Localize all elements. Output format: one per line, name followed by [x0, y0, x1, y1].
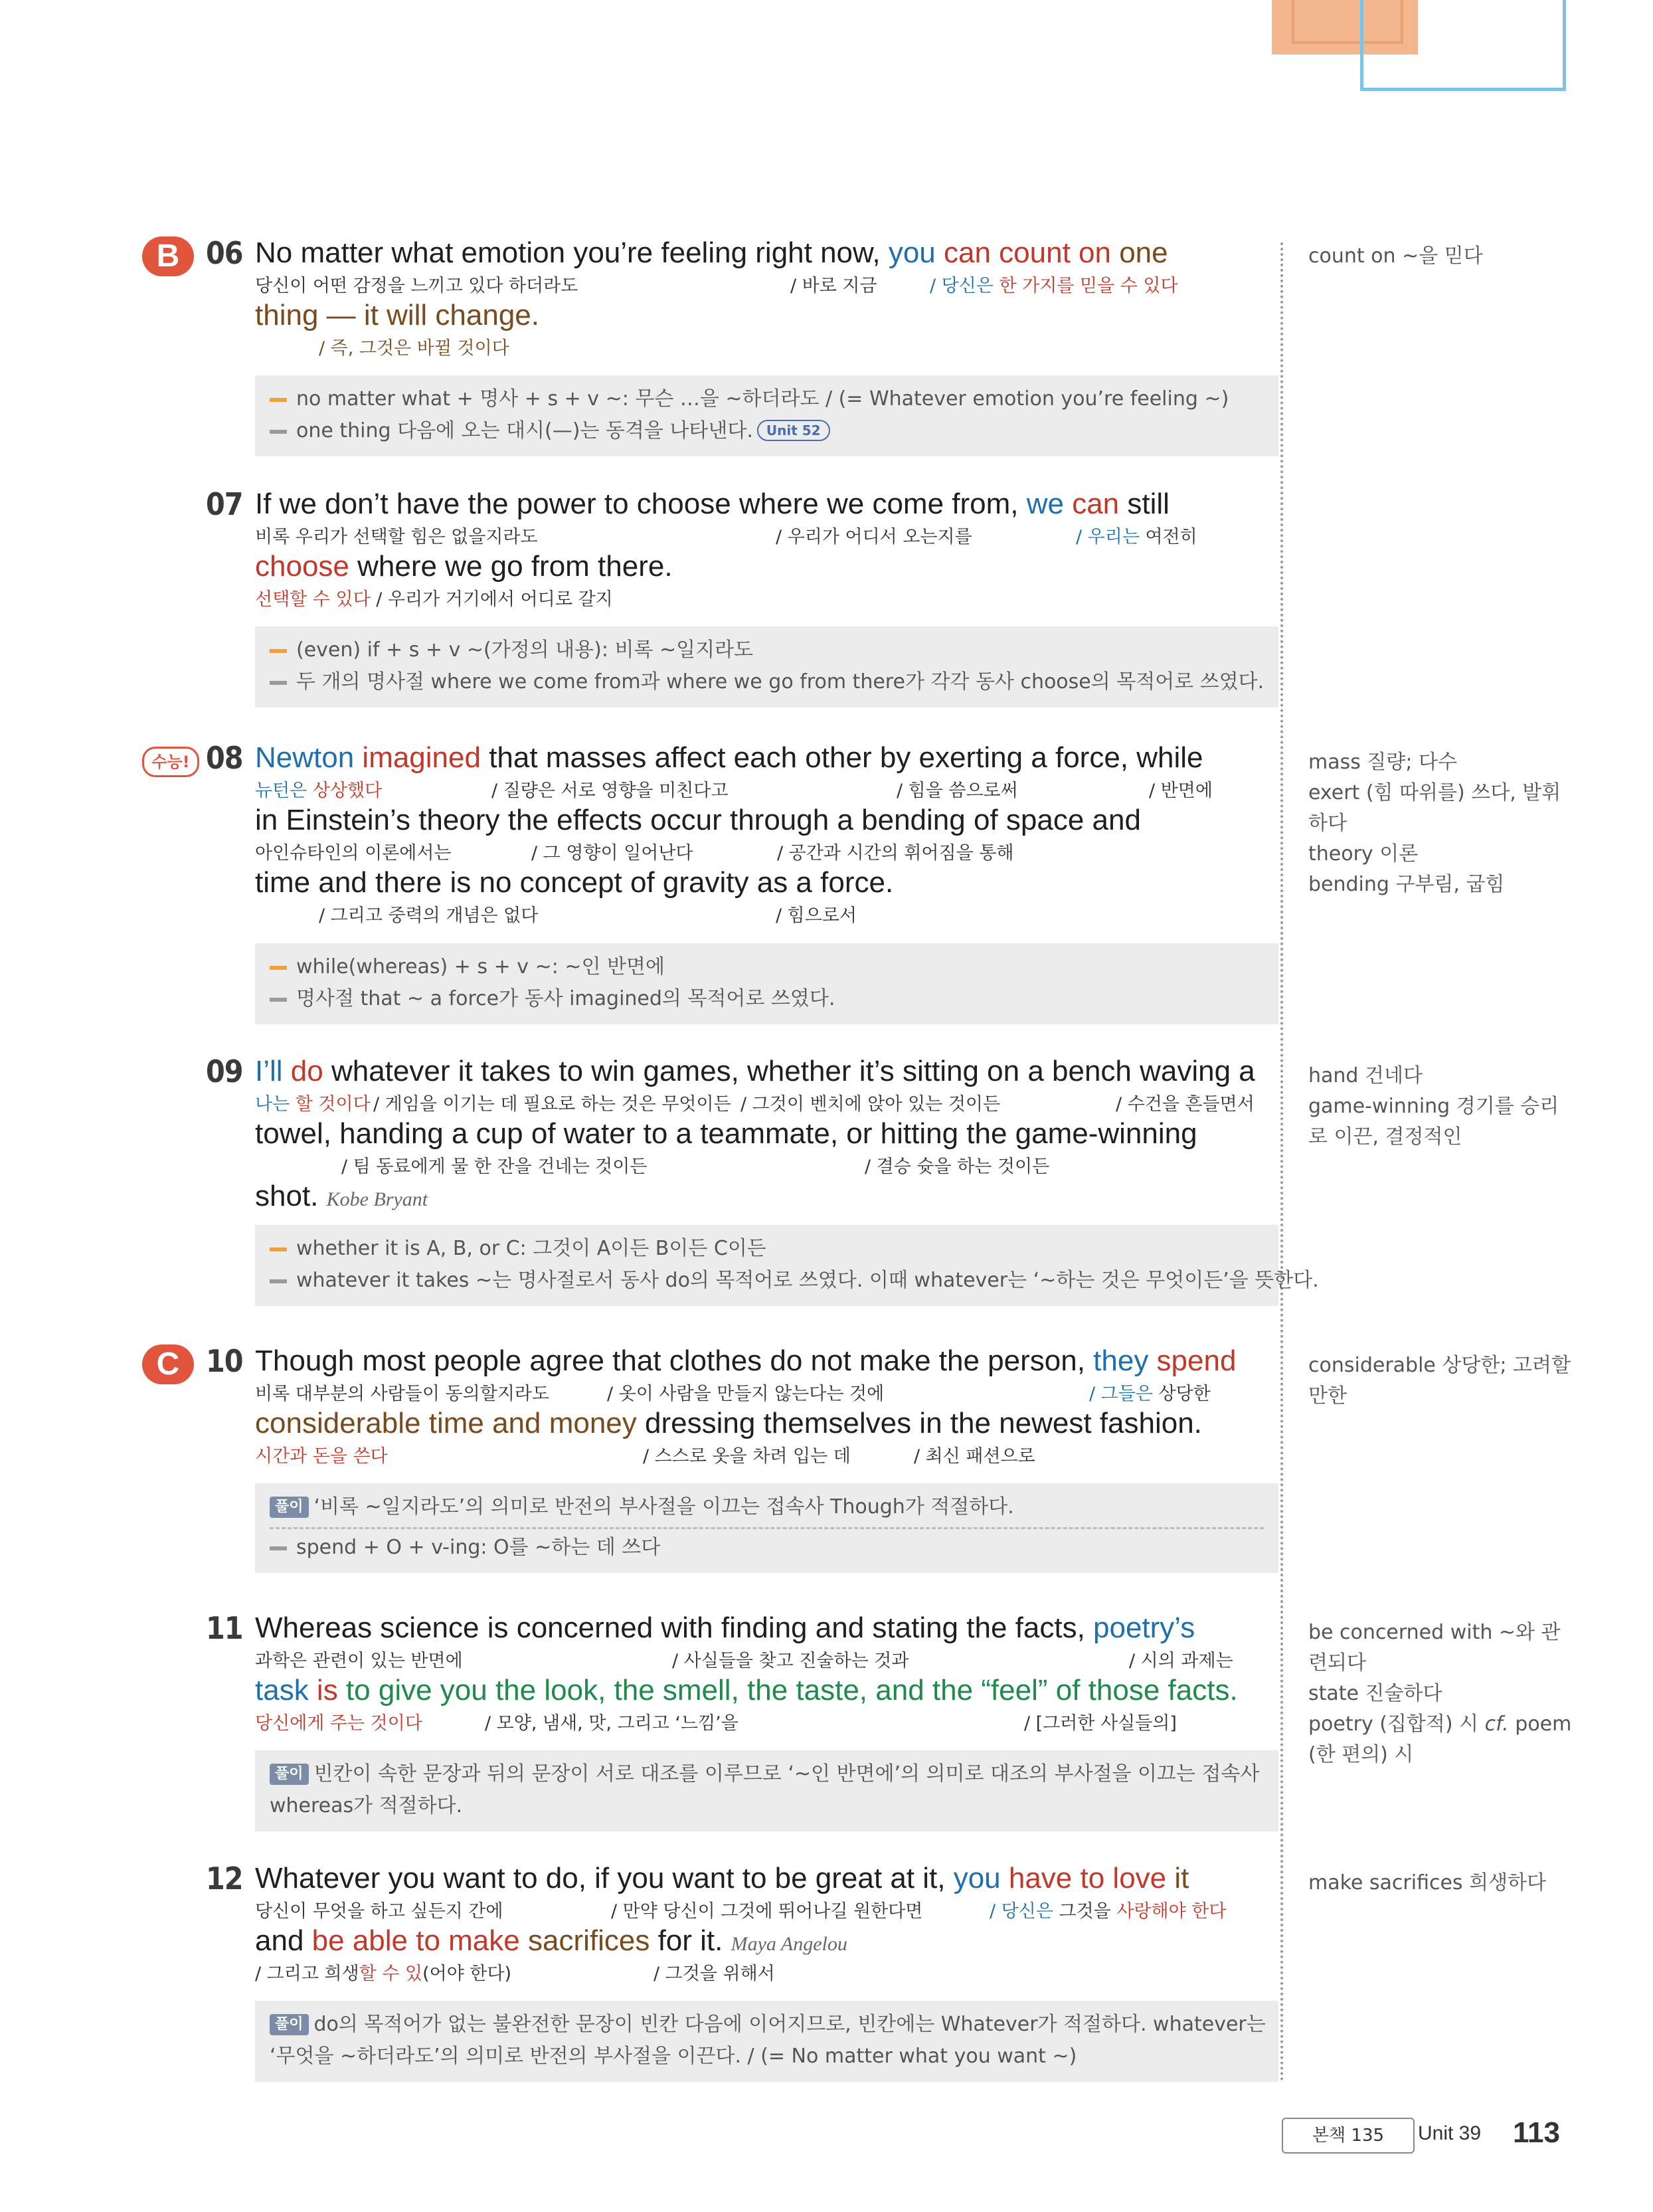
vocab-entry: mass 질량; 다수: [1308, 751, 1457, 774]
korean-gloss-1c: / 힘을 씀으로써: [897, 781, 1018, 801]
korean-gloss-2b: / 그것을 위해서: [653, 1964, 775, 1984]
korean-gloss-1c: / 시의 과제는: [1129, 1651, 1233, 1671]
grammar-note-box: [255, 375, 1278, 456]
english-line-2: in Einstein’s theory the effects occur through a bending of space and: [255, 804, 1141, 836]
corner-decoration-blue: [1360, 0, 1566, 91]
english-line-3: shot. Kobe Bryant: [255, 1180, 428, 1212]
korean-gloss-1c: / 당신은 한 가지를 믿을 수 있다: [930, 276, 1178, 296]
explanation-line: 풀이 do의 목적어가 없는 불완전한 문장이 빈칸 다음에 이어지므로, 빈칸에는 Whatever가 적절하다. whatever는: [270, 2009, 1264, 2041]
explanation-pill: 풀이: [270, 1764, 309, 1785]
note-line: one thing 다음에 오는 대시(—)는 동격을 나타낸다. Unit 52: [270, 415, 1264, 447]
vocab-entry: be concerned with ~와 관: [1308, 1621, 1561, 1644]
korean-gloss-2a: 당신에게 주는 것이다: [255, 1713, 422, 1734]
english-line-2: task is to give you the look, the smell, the taste, and the “feel” of those facts.: [255, 1674, 1238, 1706]
korean-gloss-3a: / 그리고 중력의 개념은 없다: [319, 905, 539, 926]
english-line-2: towel, handing a cup of water to a teammate, or hitting the game-winning: [255, 1117, 1197, 1150]
vocab-entry: game-winning 경기를 승리: [1308, 1095, 1559, 1118]
vocab-entry: bending 구부림, 굽힘: [1308, 873, 1505, 896]
note-line: spend + O + v-ing: O를 ~하는 데 쓰다: [270, 1532, 1264, 1564]
korean-gloss-2a: 아인슈타인의 이론에서는: [255, 843, 452, 864]
korean-gloss-2b: / 결승 슛을 하는 것이든: [865, 1156, 1050, 1177]
korean-gloss-2a: 시간과 돈을 쓴다: [255, 1446, 388, 1467]
vocab-06: count on ~을 믿다: [1308, 244, 1483, 268]
korean-gloss-1b: / 우리가 어디서 오는지를: [776, 527, 972, 547]
explanation-pill: 풀이: [270, 1497, 309, 1518]
korean-gloss-1b: / 옷이 사람을 만들지 않는다는 것에: [607, 1384, 885, 1404]
korean-gloss-1b: / 게임을 이기는 데 필요로 하는 것은 무엇이든: [373, 1094, 731, 1115]
korean-gloss-1a: 뉴턴은 상상했다: [255, 781, 383, 801]
korean-gloss-3b: / 힘으로서: [776, 905, 857, 926]
vocab-entry: theory 이론: [1308, 842, 1419, 866]
note-line: whatever it takes ~는 명사절로서 동사 do의 목적어로 쓰였다. 이때 whatever는 ‘~하는 것은 무엇이든’을 뜻한다.: [270, 1265, 1264, 1297]
english-line-1: Whatever you want to do, if you want to be great at it, you have to love it: [255, 1862, 1189, 1894]
korean-gloss-1a: 나는 할 것이다: [255, 1094, 371, 1115]
section-badge-c: C: [142, 1344, 194, 1384]
dashed-separator: [270, 1527, 1264, 1529]
quote-author: Kobe Bryant: [326, 1188, 428, 1210]
korean-gloss-2b: / 스스로 옷을 차려 입는 데: [643, 1446, 851, 1467]
vocab-08: [1308, 747, 1574, 900]
korean-gloss-1c: / 그것이 벤치에 앉아 있는 것이든: [740, 1094, 1001, 1115]
explanation-box: [255, 1483, 1278, 1573]
korean-gloss-1d: / 수건을 흔들면서: [1116, 1094, 1255, 1115]
english-line-2: and be able to make sacrifices for it. Maya Angelou: [255, 1924, 847, 1957]
korean-gloss-1b: / 만약 당신이 그것에 뛰어나길 원한다면: [611, 1901, 923, 1922]
explanation-line: ‘무엇을 ~하더라도’의 의미로 반전의 부사절을 이끈다. / (= No matter what you want ~): [270, 2045, 1077, 2068]
vocab-entry: 로 이끈, 결정적인: [1308, 1125, 1462, 1149]
column-divider: [1280, 242, 1283, 2082]
korean-gloss-2a: / 그리고 희생할 수 있(어야 한다): [255, 1964, 512, 1984]
grammar-note-box: [255, 1225, 1319, 1306]
korean-gloss-2c: / [그러한 사실들의]: [1024, 1713, 1177, 1734]
english-line-2: considerable time and money dressing themselves in the newest fashion.: [255, 1407, 1202, 1439]
korean-gloss-1c: / 그들은 상당한: [1089, 1384, 1211, 1404]
section-badge-b: B: [142, 236, 194, 276]
korean-gloss-1c: / 당신은 그것을 사랑해야 한다: [990, 1901, 1227, 1922]
vocab-entry: 련되다: [1308, 1651, 1366, 1675]
note-line: 명사절 that ~ a force가 동사 imagined의 목적어로 쓰였다.: [270, 983, 1264, 1015]
korean-gloss-1c: / 우리는 여전히: [1076, 527, 1197, 547]
korean-gloss-2: / 즉, 그것은 바뀔 것이다: [319, 338, 509, 359]
korean-gloss-1a: 당신이 무엇을 하고 싶든지 간에: [255, 1901, 503, 1922]
korean-gloss-2a: / 팀 동료에게 물 한 잔을 건네는 것이든: [341, 1156, 648, 1177]
grammar-note-box: [255, 626, 1278, 707]
note-line: (even) if + s + v ~(가정의 내용): 비록 ~일지라도: [270, 634, 1264, 666]
item-number: 07: [206, 486, 243, 522]
vocab-entry: considerable 상당한; 고려할: [1308, 1354, 1571, 1377]
note-line: while(whereas) + s + v ~: ~인 반면에: [270, 951, 1264, 983]
textbook-reference: 본책 135: [1282, 2118, 1415, 2154]
english-line-1: No matter what emotion you’re feeling right now, you can count on one: [255, 236, 1168, 269]
korean-gloss-2c: / 최신 패션으로: [914, 1446, 1035, 1467]
english-line-2: thing — it will change.: [255, 299, 539, 331]
english-line-3: time and there is no concept of gravity as a force.: [255, 866, 894, 899]
korean-gloss-1a: 당신이 어떤 감정을 느끼고 있다 하더라도: [255, 276, 578, 296]
quote-author: Maya Angelou: [731, 1933, 847, 1955]
vocab-entry: poetry (집합적) 시 cf. poem: [1308, 1712, 1572, 1736]
item-number: 10: [206, 1343, 243, 1379]
explanation-box: [255, 2001, 1278, 2082]
english-line-1: If we don’t have the power to choose where we come from, we can still: [255, 488, 1170, 520]
explanation-line: 풀이 ‘비록 ~일지라도’의 의미로 반전의 부사절을 이끄는 접속사 Though가 적절하다.: [270, 1491, 1264, 1523]
unit-label: Unit 39: [1418, 2122, 1482, 2144]
vocab-entry: exert (힘 따위를) 쓰다, 발휘하다: [1308, 781, 1561, 835]
item-number: 06: [206, 235, 243, 271]
korean-gloss-1b: / 질량은 서로 영향을 미친다고: [491, 781, 729, 801]
korean-gloss-2: 선택할 수 있다 / 우리가 거기에서 어디로 갈지: [255, 589, 613, 610]
page-number: 113: [1513, 2116, 1560, 2149]
note-line: 두 개의 명사절 where we come from과 where we go from there가 각각 동사 choose의 목적어로 쓰였다.: [270, 666, 1264, 698]
item-number: 12: [206, 1861, 243, 1896]
unit-reference-link[interactable]: Unit 52: [757, 420, 830, 441]
explanation-pill: 풀이: [270, 2014, 309, 2035]
vocab-entry: (한 편의) 시: [1308, 1743, 1414, 1766]
vocab-09: [1308, 1061, 1574, 1152]
korean-gloss-2b: / 모양, 냄새, 맛, 그리고 ‘느낌’을: [485, 1713, 739, 1734]
vocab-entry: state 진술하다: [1308, 1682, 1442, 1705]
vocab-11: [1308, 1617, 1574, 1770]
note-line: whether it is A, B, or C: 그것이 A이든 B이든 C이든: [270, 1233, 1264, 1265]
english-line-1: I’ll do whatever it takes to win games, whether it’s sitting on a bench waving a: [255, 1055, 1255, 1087]
item-number: 11: [206, 1610, 243, 1646]
grammar-note-box: [255, 943, 1278, 1024]
english-line-1: Whereas science is concerned with finding and stating the facts, poetry’s: [255, 1612, 1195, 1644]
note-line: no matter what + 명사 + s + v ~: 무슨 …을 ~하더라도 / (= Whatever emotion you’re feeling ~): [270, 383, 1264, 415]
item-number: 08: [206, 740, 243, 776]
explanation-line: whereas가 적절하다.: [270, 1794, 463, 1817]
vocab-12: make sacrifices 희생하다: [1308, 1871, 1547, 1894]
korean-gloss-1a: 비록 우리가 선택할 힘은 없을지라도: [255, 527, 538, 547]
korean-gloss-2b: / 그 영향이 일어난다: [531, 843, 693, 864]
english-line-1: Though most people agree that clothes do not make the person, they spend: [255, 1344, 1237, 1377]
exam-badge: 수능!: [142, 747, 199, 777]
explanation-line: 풀이 빈칸이 속한 문장과 뒤의 문장이 서로 대조를 이루므로 ‘~인 반면에’의 의미로 대조의 부사절을 이끄는 접속사: [270, 1758, 1264, 1790]
vocab-entry: hand 건네다: [1308, 1064, 1423, 1087]
korean-gloss-1b: / 바로 지금: [790, 276, 877, 296]
english-line-1: Newton imagined that masses affect each other by exerting a force, while: [255, 741, 1203, 774]
vocab-entry: 만한: [1308, 1384, 1347, 1408]
english-line-2: choose where we go from there.: [255, 550, 673, 583]
explanation-box: [255, 1750, 1278, 1831]
vocab-10: [1308, 1350, 1574, 1412]
korean-gloss-1b: / 사실들을 찾고 진술하는 것과: [672, 1651, 909, 1671]
korean-gloss-2c: / 공간과 시간의 휘어짐을 통해: [777, 843, 1014, 864]
item-number: 09: [206, 1054, 243, 1089]
korean-gloss-1a: 과학은 관련이 있는 반면에: [255, 1651, 463, 1671]
korean-gloss-1a: 비록 대부분의 사람들이 동의할지라도: [255, 1384, 550, 1404]
korean-gloss-1d: / 반면에: [1149, 781, 1213, 801]
